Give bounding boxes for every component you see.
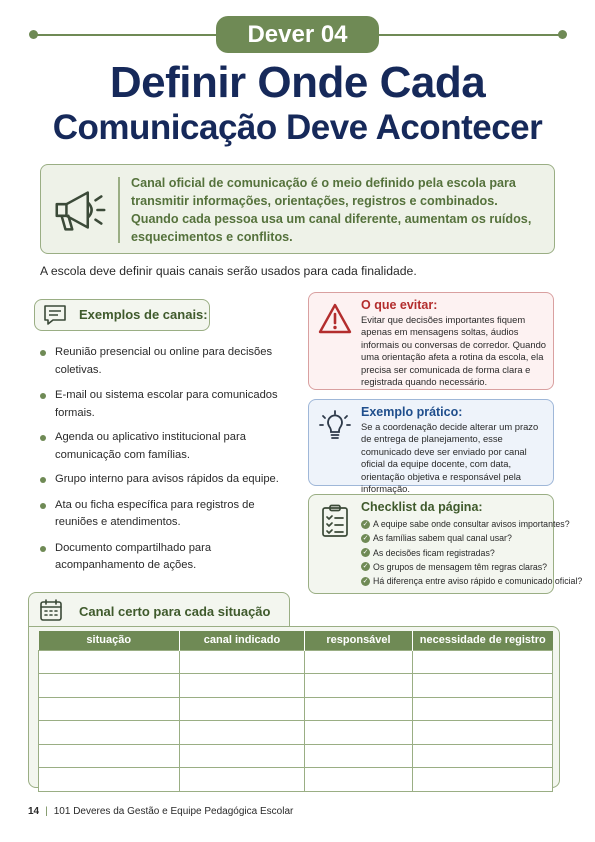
table-cell[interactable] xyxy=(180,674,305,698)
table-cell[interactable] xyxy=(305,697,413,721)
table-cell[interactable] xyxy=(413,674,553,698)
avoid-text: Evitar que decisões importantes fiquem apenas em mensagens soltas, áudios informais ou conversas de corredor. Quando uma orientação afeta a rotina da escola, ela precisa ser comunicada de forma clara e registrada quando necessário. xyxy=(361,314,546,388)
checklist-item xyxy=(361,574,583,588)
column-header: canal indicado xyxy=(180,631,305,650)
avoid-title: O que evitar: xyxy=(361,298,438,312)
definition-divider xyxy=(118,177,120,243)
chat-icon xyxy=(43,304,67,326)
practical-text: Se a coordenação decide alterar um prazo de entrega de planejamento, esse comunicado deve ser enviado por canal oficial da equipe docente, com data, orientação objetiva e responsável pela informação. xyxy=(361,421,539,495)
table-header-row xyxy=(39,631,553,650)
table-cell[interactable] xyxy=(305,674,413,698)
book-title: 101 Deveres da Gestão e Equipe Pedagógica Escolar xyxy=(53,806,294,817)
table-cell[interactable] xyxy=(180,744,305,768)
checklist-item xyxy=(361,546,553,560)
examples-list xyxy=(40,344,300,575)
page-title-line1: Definir Onde Cada xyxy=(109,58,486,107)
footer-separator: | xyxy=(45,806,48,817)
check-icon: ✓ xyxy=(362,577,369,585)
list-item: E-mail ou sistema escolar para comunicados formais. xyxy=(40,387,300,422)
channel-table-body xyxy=(28,626,560,788)
table-cell[interactable] xyxy=(305,721,413,745)
check-icon: ✓ xyxy=(362,563,369,571)
column-header: responsável xyxy=(305,631,413,650)
table-cell[interactable] xyxy=(180,721,305,745)
table-cell[interactable] xyxy=(180,650,305,674)
duty-badge: Dever 04 xyxy=(216,16,379,53)
header-rule-left xyxy=(32,34,218,36)
clipboard-check-icon xyxy=(317,503,353,539)
channel-table-header xyxy=(28,592,290,628)
avoid-card xyxy=(308,292,554,390)
practical-example-card xyxy=(308,399,554,495)
checklist-item-text: A equipe sabe onde consultar avisos importantes? xyxy=(373,519,570,529)
table-cell[interactable] xyxy=(39,744,180,768)
table-cell[interactable] xyxy=(180,768,305,792)
list-item: Documento compartilhado para acompanhamento de ações. xyxy=(40,540,300,575)
checklist-item-text: As famílias sabem qual canal usar? xyxy=(373,533,512,544)
column-header: situação xyxy=(39,631,180,650)
table-cell[interactable] xyxy=(39,768,180,792)
table-cell[interactable] xyxy=(39,674,180,698)
checklist-card xyxy=(308,494,583,594)
check-icon: ✓ xyxy=(362,520,369,528)
list-item: Ata ou ficha específica para registros de reuniões e atendimentos. xyxy=(40,497,300,532)
table-cell[interactable] xyxy=(39,697,180,721)
table-cell[interactable] xyxy=(305,768,413,792)
table-cell[interactable] xyxy=(413,744,553,768)
table-cell[interactable] xyxy=(39,721,180,745)
table-cell[interactable] xyxy=(413,697,553,721)
checklist-item-text: Os grupos de mensagem têm regras claras? xyxy=(373,561,548,572)
lightbulb-icon xyxy=(317,408,353,444)
table-cell[interactable] xyxy=(180,697,305,721)
channel-table-section xyxy=(28,592,560,788)
examples-header xyxy=(34,299,210,331)
table-cell[interactable] xyxy=(305,650,413,674)
check-icon: ✓ xyxy=(362,534,369,542)
header-rule-right xyxy=(378,34,564,36)
definition-box xyxy=(40,164,555,254)
header-rule-dot-right xyxy=(558,30,567,39)
lead-text: A escola deve definir quais canais serão usados para cada finalidade. xyxy=(40,264,417,278)
checklist-item xyxy=(361,531,553,545)
list-item: Grupo interno para avisos rápidos da equipe. xyxy=(40,471,300,489)
checklist-list xyxy=(361,517,583,588)
examples-title: Exemplos de canais: xyxy=(79,307,208,322)
checklist-item-text: Há diferença entre aviso rápido e comunicado oficial? xyxy=(373,576,583,587)
table-row xyxy=(39,674,553,698)
warning-icon xyxy=(317,301,353,337)
megaphone-icon xyxy=(49,179,111,241)
channel-table xyxy=(38,631,553,792)
table-row xyxy=(39,768,553,792)
column-header: necessidade de registro xyxy=(413,631,553,650)
table-cell[interactable] xyxy=(413,768,553,792)
page-number: 14 xyxy=(28,806,40,817)
definition-text: Canal oficial de comunicação é o meio definido pela escola para transmitir informações, orientações, registros e combinados. Quando cada pessoa usa um canal diferente, aumentam os ruídos, esquecimentos e conflitos. xyxy=(131,176,532,244)
page-title-line2: Comunicação Deve Acontecer xyxy=(52,108,543,147)
list-item: Reunião presencial ou online para decisões coletivas. xyxy=(40,344,300,379)
checklist-title: Checklist da página: xyxy=(361,500,483,514)
table-cell[interactable] xyxy=(413,650,553,674)
table-cell[interactable] xyxy=(413,721,553,745)
list-item: Agenda ou aplicativo institucional para comunicação com famílias. xyxy=(40,429,300,464)
practical-title: Exemplo prático: xyxy=(361,405,463,419)
table-row xyxy=(39,744,553,768)
table-cell[interactable] xyxy=(39,650,180,674)
table-row xyxy=(39,697,553,721)
header-rule-dot-left xyxy=(29,30,38,39)
check-icon: ✓ xyxy=(362,549,369,557)
calendar-icon xyxy=(39,598,63,622)
checklist-item xyxy=(361,517,570,531)
table-row xyxy=(39,721,553,745)
checklist-item-text: As decisões ficam registradas? xyxy=(373,547,495,558)
channel-table-title: Canal certo para cada situação xyxy=(79,604,271,619)
table-cell[interactable] xyxy=(305,744,413,768)
checklist-item xyxy=(361,560,553,574)
page-footer xyxy=(28,806,293,817)
table-row xyxy=(39,650,553,674)
